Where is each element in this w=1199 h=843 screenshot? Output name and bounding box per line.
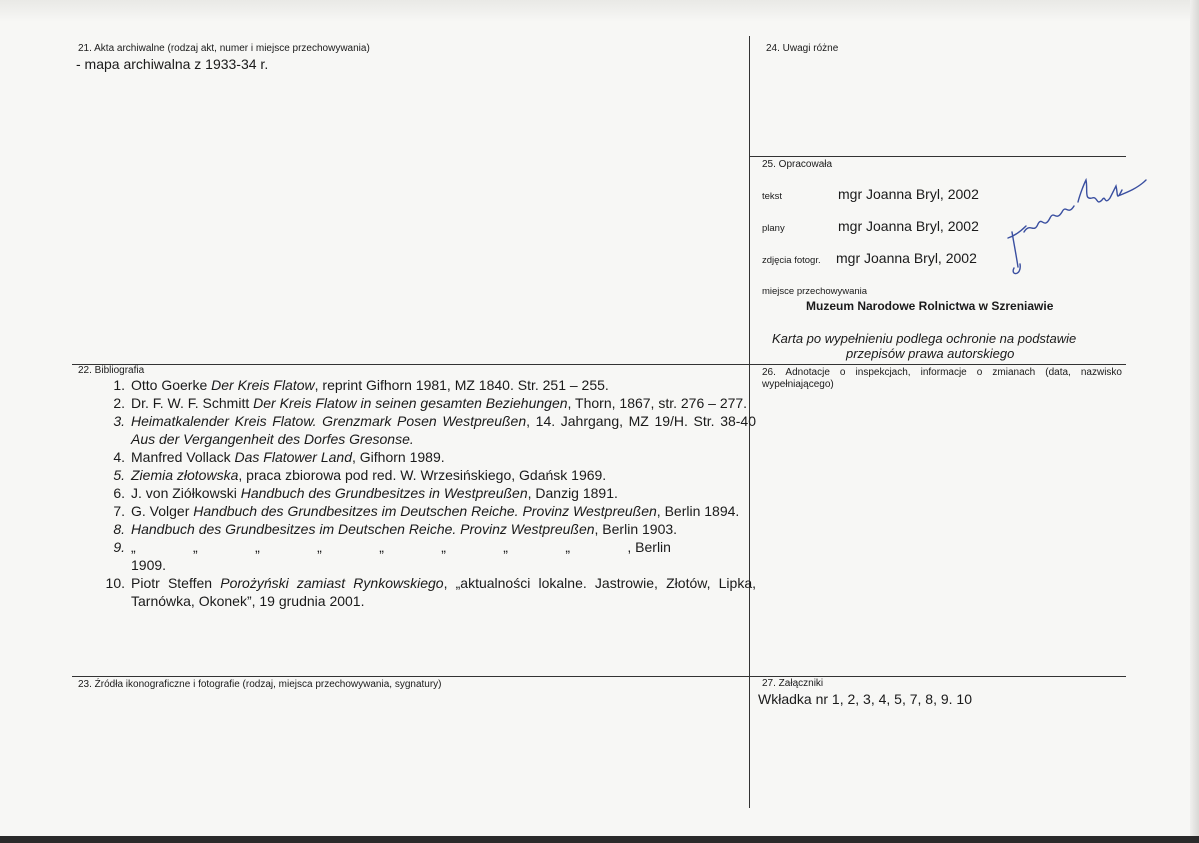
author-plans-label: plany [762,223,785,234]
section21-label: 21. Akta archiwalne (rodzaj akt, numer i miejsce przechowywania) [78,43,370,54]
ditto-marks: „ „ „ „ „ „ „ „ , Berlin [131,539,671,555]
bib-text: Otto Goerke Der Kreis Flatow, reprint Gifhorn 1981, MZ 1840. Str. 251 – 255. [131,377,609,393]
bib-item-4 [96,448,756,466]
bib-item-1 [96,376,756,394]
bib-num: 2. [113,395,125,411]
author-text-value: mgr Joanna Bryl, 2002 [838,186,979,202]
section23-label: 23. Źródła ikonograficzne i fotografie (rodzaj, miejsca przechowywania, sygnatury) [78,679,442,690]
section25-label: 25. Opracowała [762,159,833,170]
storage-label: miejsce przechowywania [762,286,868,297]
bib-text: Heimatkalender Kreis Flatow. Grenzmark Posen Westpreußen, 14. Jahrgang, MZ 19/H. Str. 38-40 Aus der Vergangenheit des Dorfes Gresonse. [131,413,756,447]
bib-text: J. von Ziółkowski Handbuch des Grundbesitzes in Westpreußen, Danzig 1891. [131,485,618,501]
bib-item-3 [96,412,756,448]
section22-label: 22. Bibliografia [78,365,145,376]
bib-num: 6. [113,485,125,501]
scan-right-edge [1190,0,1199,843]
section21-value: - mapa archiwalna z 1933-34 r. [76,56,269,72]
bib-num: 1. [113,377,125,393]
bib-item-2 [96,394,756,412]
scan-top-shadow [0,0,1199,22]
section26-label: 26. Adnotacje o inspekcjach, informacje o zmianach (data, nazwisko wypełniającego) [762,367,1122,390]
bib-num: 3. [113,413,125,429]
author-photos-label: zdjęcia fotogr. [762,255,821,266]
scan-bottom-edge [0,836,1199,843]
section27-label: 27. Załączniki [762,678,824,689]
bib-text: G. Volger Handbuch des Grundbesitzes im Deutschen Reiche. Provinz Westpreußen, Berlin 1894. [131,503,740,519]
author-photos-value: mgr Joanna Bryl, 2002 [836,250,977,266]
storage-value: Muzeum Narodowe Rolnictwa w Szreniawie [806,299,1054,313]
divider-24-25 [750,156,1126,157]
bib-item-10 [96,574,756,610]
bib-num: 4. [113,449,125,465]
bib-item-5 [96,466,756,484]
bib-text: Piotr Steffen Porożyński zamiast Rynkowskiego, „aktualności lokalne. Jastrowie, Złotów, Lipka, Tarnówka, Okonek”, 19 grudnia 2001. [131,575,756,609]
copyright-note-line1: Karta po wypełnieniu podlega ochronie na podstawie [772,331,1077,346]
bib-text: Ziemia złotowska, praca zbiorowa pod red. W. Wrzesińskiego, Gdańsk 1969. [131,467,607,483]
bib-text: Manfred Vollack Das Flatower Land, Gifhorn 1989. [131,449,445,465]
section27-value: Wkładka nr 1, 2, 3, 4, 5, 7, 8, 9. 10 [758,691,973,707]
bib-item-9 [96,538,756,574]
bibliography-list [96,376,756,610]
bib-num: 5. [113,467,125,483]
bib-item-8 [96,520,756,538]
author-text-label: tekst [762,191,783,202]
handwritten-signature [1000,172,1150,282]
bib-num: 10. [105,575,125,591]
bib-item-7 [96,502,756,520]
section24-label: 24. Uwagi różne [766,43,839,54]
divider-22-23 [72,676,1126,677]
bib-text: Dr. F. W. F. Schmitt Der Kreis Flatow in seinen gesamten Beziehungen, Thorn, 1867, str. 276 – 277. [131,395,748,411]
bib-text: Handbuch des Grundbesitzes im Deutschen Reiche. Provinz Westpreußen, Berlin 1903. [131,521,678,537]
bib-text: „ „ „ „ „ „ „ „ , Berlin 1909. [131,539,671,573]
bib-item-6 [96,484,756,502]
divider-21-22 [72,364,1126,365]
author-plans-value: mgr Joanna Bryl, 2002 [838,218,979,234]
copyright-note-line2: przepisów prawa autorskiego [846,346,1015,361]
bib-num: 9. [113,539,125,555]
bib-num: 8. [113,521,125,537]
bib-num: 7. [113,503,125,519]
